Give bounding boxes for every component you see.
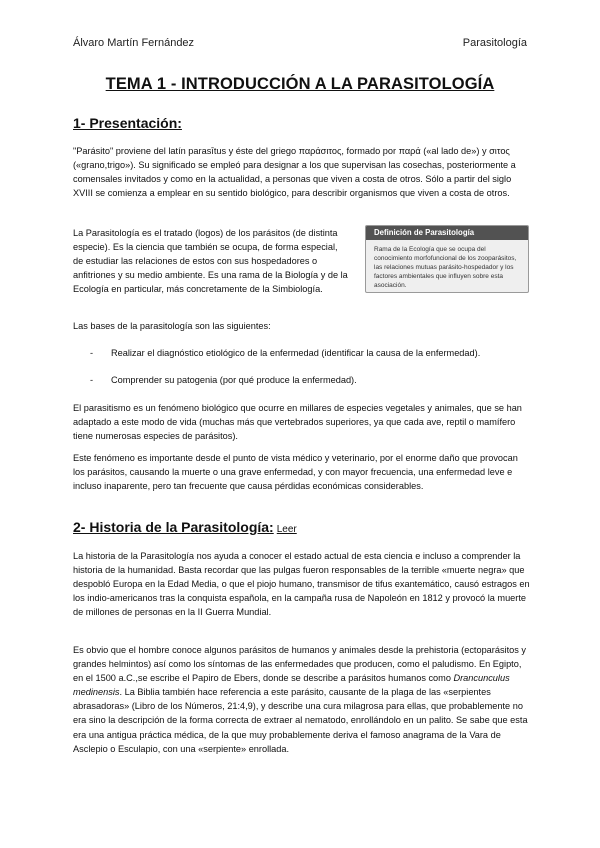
section-1-paragraph-1: "Parásito" proviene del latín parasītus y éste del griego παράσιτος, formado por παρά («al lado de») y σιτος («grano,trigo»). Su significado se empleó para designar a los que supervisan las cosechas, posteriormente a comensales invitados y como en la actualidad, a personas que viven a costa de otros. Sólo a partir del siglo XVIII se comienza a emplear en su sentido biológico, para describir organismos que viven a costa de otros. bbox=[73, 146, 516, 199]
definition-box-title: Definición de Parasitología bbox=[366, 226, 528, 240]
list-dash: - bbox=[90, 375, 94, 385]
list-item-text: Comprender su patogenia (por qué produce la enfermedad). bbox=[111, 375, 357, 385]
section-2-note: Leer bbox=[276, 524, 297, 535]
header-subject: Parasitología bbox=[462, 37, 527, 49]
section-1-paragraph-2: La Parasitología es el tratado (logos) de los parásitos (de distinta especie). Es la ciencia que también se ocupa, de forma especial, de estudiar las relaciones de estos con sus hospedadores o anfitriones y su medio ambiente. Es una rama de la Biología y de la Ecología en particular, más concretamente de la Simbiología. bbox=[73, 228, 348, 295]
document-title: TEMA 1 - INTRODUCCIÓN A LA PARASITOLOGÍA bbox=[105, 75, 495, 93]
list-item bbox=[90, 373, 357, 387]
section-2-heading bbox=[73, 519, 297, 535]
header-author: Álvaro Martín Fernández bbox=[73, 37, 195, 49]
list-item bbox=[90, 346, 480, 360]
section-1-paragraph-4: Este fenómeno es importante desde el punto de vista médico y veterinario, por el enorme daño que provocan los parásitos, causando la muerte o una grave enfermedad, y con mayor frecuencia, una enfermedad leve e incluso inaparente, pero tan frecuente que causa pérdidas económicas considerables. bbox=[73, 453, 518, 492]
section-2-paragraph-1: La historia de la Parasitología nos ayuda a conocer el estado actual de esta ciencia e incluso a comprender la historia de la humanidad. Basta recordar que las pulgas fueron responsables de la terrible «muerte negra» que despobló Europa en la Edad Media, o que el piojo humano, transmisor de tifus exantemático, causó estragos en los indio-americanos tras la conquista española, en la campaña rusa de Napoleón en 1812 y provocó la muerte de millones de personas en la II Guerra Mundial. bbox=[73, 551, 530, 618]
species-name: Drancunculus medinensis bbox=[73, 673, 510, 698]
section-2-heading-text: 2- Historia de la Parasitología: bbox=[73, 519, 274, 535]
section-1-paragraph-3: El parasitismo es un fenómeno biológico que ocurre en millares de especies vegetales y animales, que se han adaptado a este modo de vida (muchas más que vertebrados superiores, ya que cada ave, reptil o mamífero tiene numerosas especies de parásitos). bbox=[73, 403, 522, 442]
list-dash: - bbox=[90, 348, 94, 358]
section-2-paragraph-2-part-b: . La Biblia también hace referencia a este parásito, causante de la plaga de las «serpientes abrasadoras» (Libro de los Números, 21:4,9), y describe una cura milagrosa para ellas, que probablemente no era sino la descripción de la forma correcta de extraer al nematodo, enrollándolo en un palito. Se sabe que esta era una antigua práctica médica, de la que muy probablemente deriva el famoso anagrama de la Vara de Asclepio o Esculapio, con una «serpiente» enrollada. bbox=[73, 687, 528, 754]
section-2-paragraph-2 bbox=[73, 643, 531, 756]
section-1-heading: 1- Presentación: bbox=[73, 115, 182, 131]
definition-box-text: Rama de la Ecología que se ocupa del conocimiento morfofuncional de los zooparásitos, las relaciones mutuas parásito-hospedador y los factores ambientales que influyen sobre esta asociación. bbox=[374, 246, 517, 290]
section-2-paragraph-2-part-a: Es obvio que el hombre conoce algunos parásitos de humanos y animales desde la prehistoria (ectoparásitos y grandes helmintos) así como los síntomas de las enfermedades que producen, como el paludismo. En Egipto, en el 1500 a.C.,se escribe el Papiro de Ebers, donde se describe a parásitos humanos como bbox=[73, 645, 527, 684]
bases-intro: Las bases de la parasitología son las siguientes: bbox=[73, 321, 271, 331]
list-item-text: Realizar el diagnóstico etiológico de la enfermedad (identificar la causa de la enfermedad). bbox=[111, 348, 481, 358]
definition-box bbox=[365, 225, 529, 293]
